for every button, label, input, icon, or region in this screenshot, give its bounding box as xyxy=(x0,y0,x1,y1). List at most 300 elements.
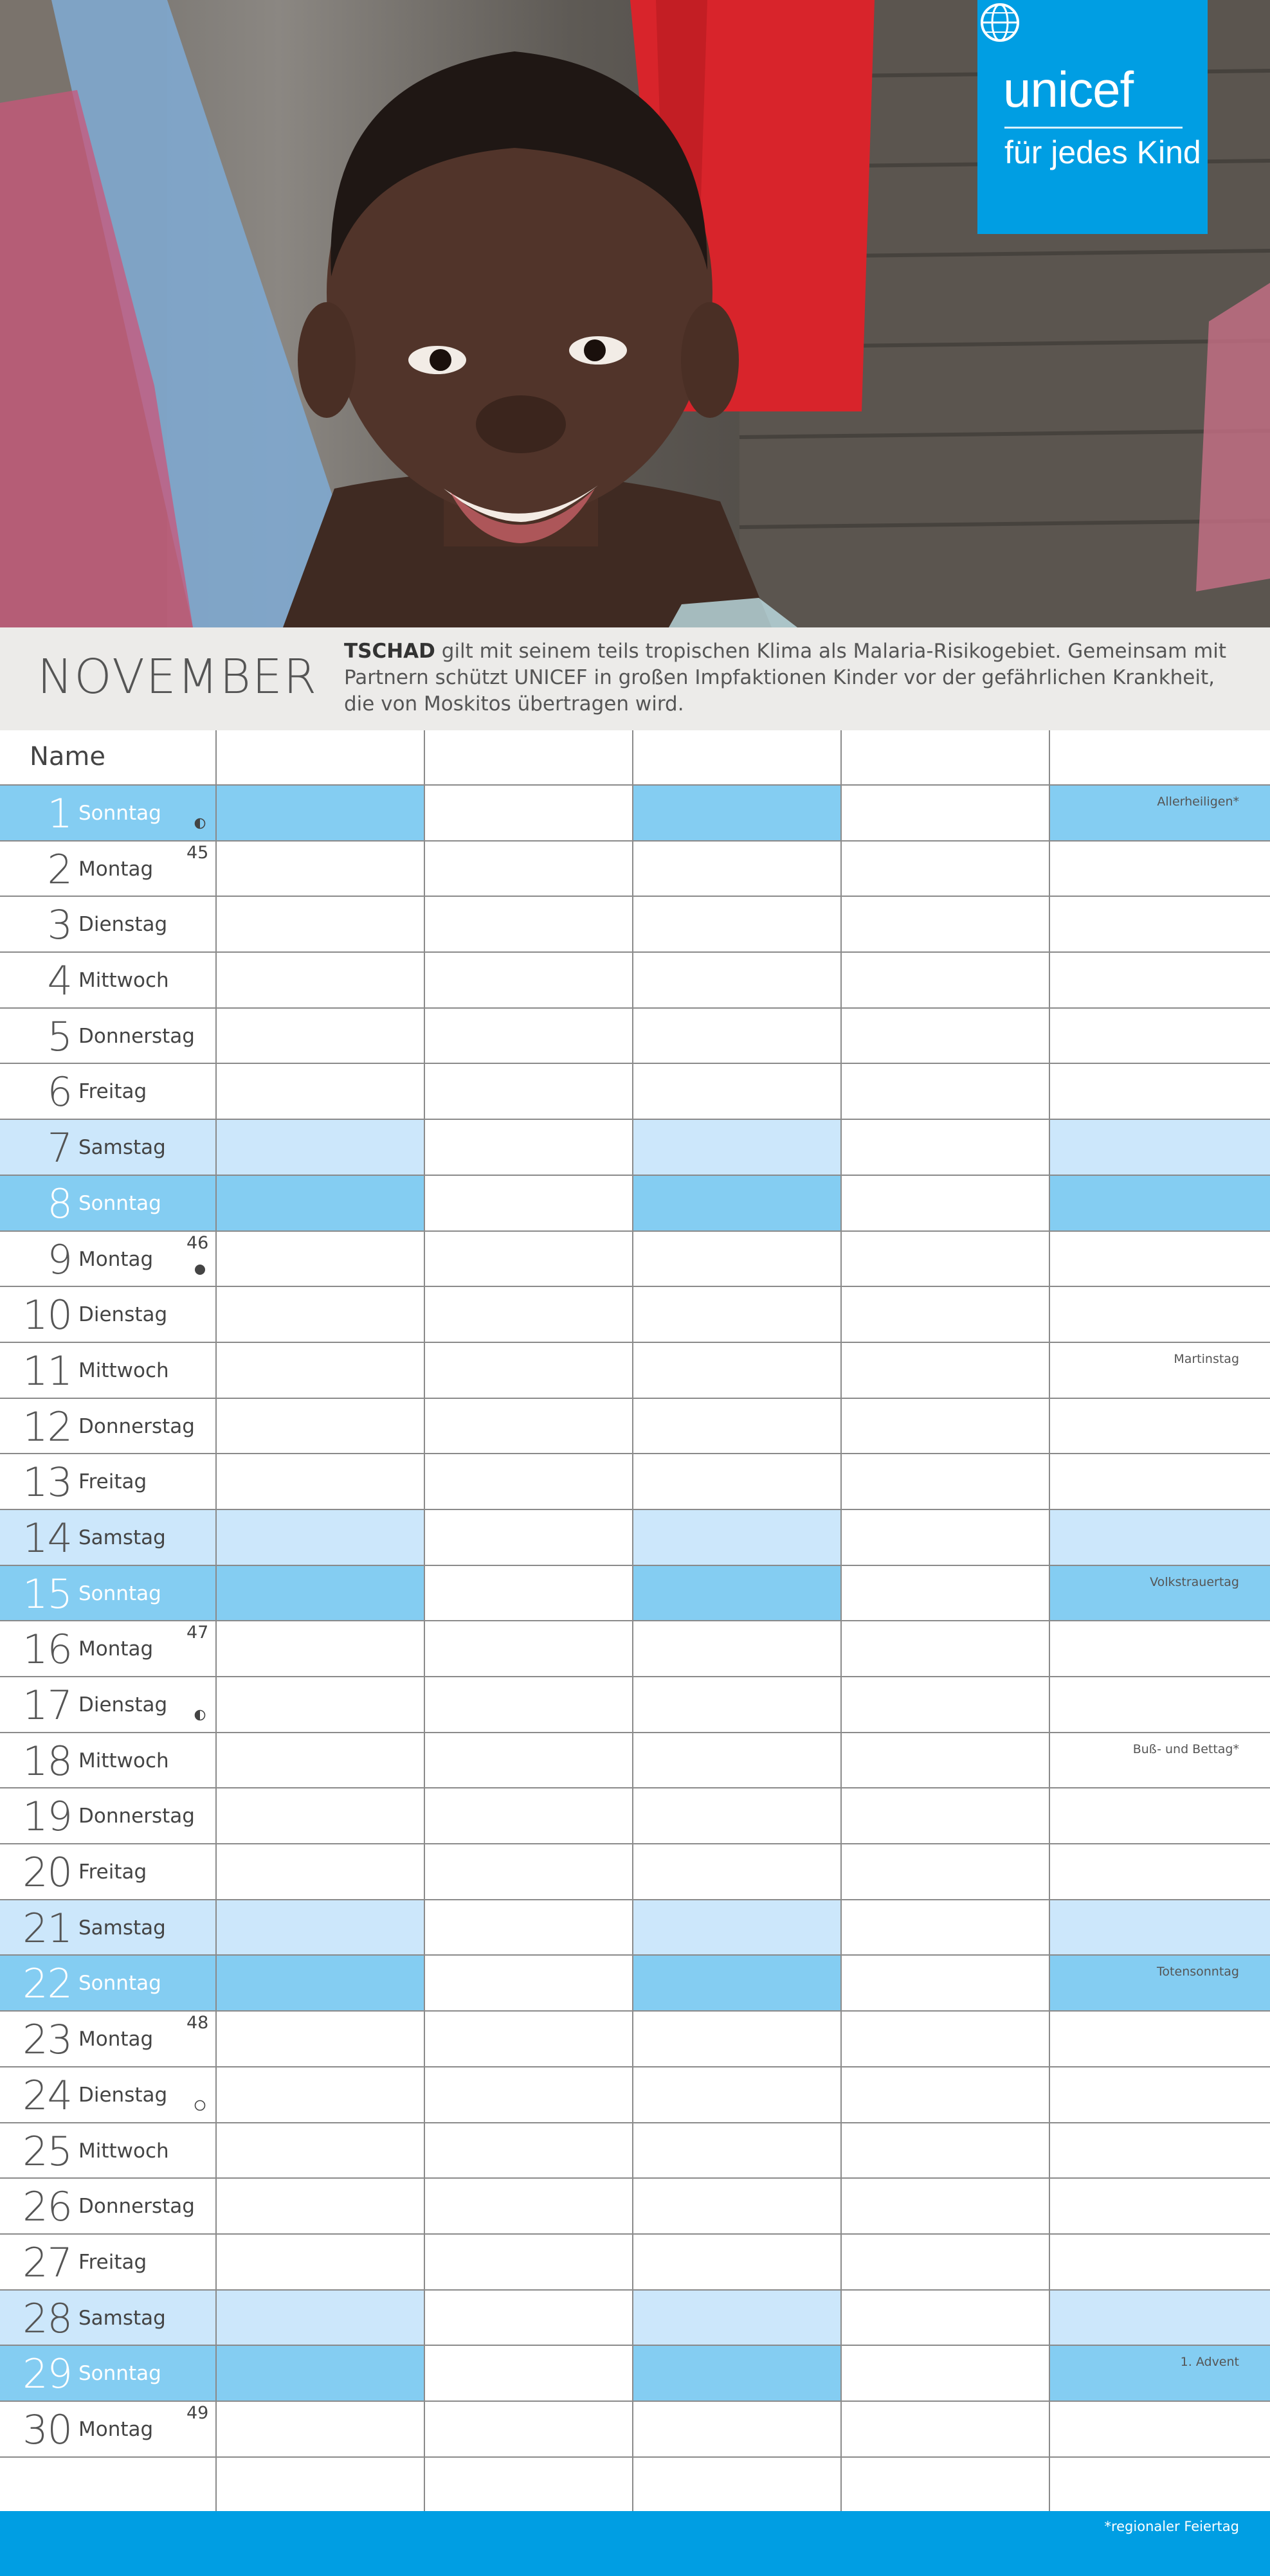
day-entry-cell[interactable] xyxy=(215,2402,424,2456)
day-label-cell xyxy=(0,1176,215,1230)
logo-divider xyxy=(1004,127,1183,129)
day-row xyxy=(0,1399,1270,1455)
name-entry-cell[interactable] xyxy=(840,730,1049,784)
day-number: 10 xyxy=(23,1292,72,1339)
day-entry-cell[interactable] xyxy=(840,1176,1049,1230)
weekday-name: Mittwoch xyxy=(78,2139,169,2163)
day-number: 5 xyxy=(47,1013,72,1060)
day-entry-cell[interactable] xyxy=(632,1788,840,1843)
day-number: 1 xyxy=(47,790,72,837)
day-entry-cell[interactable] xyxy=(632,2235,840,2289)
holiday-label: Volkstrauertag xyxy=(1150,1574,1239,1589)
day-label-cell xyxy=(0,1956,215,2010)
day-entry-cell[interactable] xyxy=(424,1844,632,1899)
day-entry-cell[interactable] xyxy=(1049,1677,1270,1732)
day-row xyxy=(0,1064,1270,1120)
day-entry-cell[interactable] xyxy=(840,2067,1049,2122)
day-entry-cells xyxy=(215,2346,1270,2400)
day-entry-cell[interactable] xyxy=(840,1844,1049,1899)
day-entry-cell[interactable] xyxy=(1049,786,1270,840)
day-entry-cell[interactable] xyxy=(215,1064,424,1119)
day-entry-cell[interactable] xyxy=(424,1454,632,1509)
day-number: 9 xyxy=(47,1236,72,1283)
day-entry-cell[interactable] xyxy=(840,1566,1049,1621)
day-entry-cell[interactable] xyxy=(1049,2123,1270,2178)
week-number: 49 xyxy=(186,2402,209,2423)
weekday-name: Dienstag xyxy=(78,1303,168,1327)
day-entry-cell[interactable] xyxy=(840,786,1049,840)
day-entry-cell[interactable] xyxy=(215,1844,424,1899)
day-row xyxy=(0,2123,1270,2179)
day-entry-cell[interactable] xyxy=(632,2402,840,2456)
day-label-cell xyxy=(0,1009,215,1063)
day-entry-cell[interactable] xyxy=(215,2179,424,2233)
day-label-cell xyxy=(0,1120,215,1175)
day-entry-cell[interactable] xyxy=(840,1120,1049,1175)
day-row xyxy=(0,1510,1270,1566)
day-entry-cells xyxy=(215,2402,1270,2456)
day-number: 25 xyxy=(23,2127,72,2175)
holiday-label: Allerheiligen* xyxy=(1157,795,1239,809)
day-entry-cell[interactable] xyxy=(215,897,424,951)
day-entry-cell[interactable] xyxy=(840,2235,1049,2289)
day-row xyxy=(0,1454,1270,1510)
moon-phase-new-icon xyxy=(194,1264,206,1275)
name-entry-cell[interactable] xyxy=(1049,730,1270,784)
unicef-tagline: für jedes Kind xyxy=(1004,134,1201,170)
day-number: 8 xyxy=(47,1180,72,1227)
day-label-cell xyxy=(0,1900,215,1955)
day-entry-cell[interactable] xyxy=(1049,1120,1270,1175)
day-row xyxy=(0,2067,1270,2123)
day-number: 22 xyxy=(23,1960,72,2008)
weekday-name: Dienstag xyxy=(78,913,168,937)
day-entry-cell[interactable] xyxy=(1049,1566,1270,1621)
day-entry-cell[interactable] xyxy=(424,2291,632,2345)
day-entry-cell[interactable] xyxy=(840,1009,1049,1063)
day-entry-cell[interactable] xyxy=(840,897,1049,951)
week-number: 46 xyxy=(186,1232,209,1253)
day-entry-cells xyxy=(215,897,1270,951)
day-entry-cell[interactable] xyxy=(840,1733,1049,1788)
day-entry-cell[interactable] xyxy=(840,2346,1049,2400)
day-entry-cell[interactable] xyxy=(215,1399,424,1454)
day-entry-cell[interactable] xyxy=(1049,2179,1270,2233)
day-entry-cell[interactable] xyxy=(215,1733,424,1788)
day-entry-cell[interactable] xyxy=(1049,1232,1270,1286)
day-entry-cell[interactable] xyxy=(632,1232,840,1286)
day-entry-cells xyxy=(215,1176,1270,1230)
day-entry-cell[interactable] xyxy=(632,1956,840,2010)
weekday-name: Montag xyxy=(78,857,154,881)
day-entry-cell[interactable] xyxy=(632,2123,840,2178)
day-number: 2 xyxy=(47,845,72,893)
day-entry-cells xyxy=(215,1009,1270,1063)
day-entry-cell[interactable] xyxy=(215,842,424,896)
weekday-name: Samstag xyxy=(78,1916,166,1940)
day-number: 3 xyxy=(47,901,72,949)
day-entry-cell[interactable] xyxy=(632,2458,840,2512)
day-entry-cell[interactable] xyxy=(1049,1900,1270,1955)
day-entry-cell[interactable] xyxy=(1049,1287,1270,1342)
day-entry-cell[interactable] xyxy=(840,2123,1049,2178)
day-entry-cells xyxy=(215,1510,1270,1565)
day-entry-cell[interactable] xyxy=(840,1287,1049,1342)
day-entry-cell[interactable] xyxy=(424,1510,632,1565)
day-label-cell xyxy=(0,1343,215,1398)
day-entry-cell[interactable] xyxy=(424,2346,632,2400)
day-label-cell xyxy=(0,2458,215,2512)
day-number: 4 xyxy=(47,957,72,1005)
day-entry-cells xyxy=(215,1788,1270,1843)
day-entry-cell[interactable] xyxy=(840,1232,1049,1286)
day-entry-cell[interactable] xyxy=(424,1009,632,1063)
day-entry-cell[interactable] xyxy=(424,1120,632,1175)
weekday-name: Mittwoch xyxy=(78,969,169,993)
unicef-wordmark: unicef xyxy=(1003,61,1134,118)
day-row xyxy=(0,2346,1270,2402)
day-entry-cell[interactable] xyxy=(632,2346,840,2400)
day-entry-cell[interactable] xyxy=(840,1510,1049,1565)
calendar-grid xyxy=(0,730,1270,2513)
weekday-name: Donnerstag xyxy=(78,1805,195,1828)
weekday-name: Sonntag xyxy=(78,1191,161,1215)
day-label-cell xyxy=(0,1733,215,1788)
day-entry-cell[interactable] xyxy=(840,953,1049,1007)
day-entry-cell[interactable] xyxy=(1049,1733,1270,1788)
footer-bar xyxy=(0,2511,1270,2576)
day-entry-cells xyxy=(215,1454,1270,1509)
holiday-label: Buß- und Bettag* xyxy=(1132,1742,1239,1756)
day-entry-cell[interactable] xyxy=(632,2179,840,2233)
day-entry-cell[interactable] xyxy=(424,1566,632,1621)
day-entry-cell[interactable] xyxy=(424,2458,632,2512)
day-entry-cell[interactable] xyxy=(840,2179,1049,2233)
day-entry-cells xyxy=(215,1343,1270,1398)
day-label-cell xyxy=(0,1510,215,1565)
day-entry-cell[interactable] xyxy=(840,1454,1049,1509)
day-row xyxy=(0,2458,1270,2514)
day-entry-cell[interactable] xyxy=(1049,2402,1270,2456)
day-entry-cell[interactable] xyxy=(424,1343,632,1398)
day-row xyxy=(0,2179,1270,2235)
day-entry-cell[interactable] xyxy=(424,2123,632,2178)
day-entry-cell[interactable] xyxy=(840,2458,1049,2512)
weekday-name: Freitag xyxy=(78,1080,147,1104)
day-row xyxy=(0,1844,1270,1900)
weekday-name: Mittwoch xyxy=(78,1358,169,1382)
name-entry-cell[interactable] xyxy=(632,730,840,784)
day-entry-cell[interactable] xyxy=(424,2179,632,2233)
day-entry-cell[interactable] xyxy=(215,1287,424,1342)
day-entry-cell[interactable] xyxy=(632,1009,840,1063)
day-entry-cell[interactable] xyxy=(1049,2067,1270,2122)
moon-phase-last-quarter-icon xyxy=(194,1709,206,1721)
day-number: 13 xyxy=(23,1459,72,1506)
day-entry-cell[interactable] xyxy=(215,1232,424,1286)
day-entry-cell[interactable] xyxy=(215,786,424,840)
day-entry-cell[interactable] xyxy=(424,2067,632,2122)
day-number: 24 xyxy=(23,2071,72,2119)
day-number: 18 xyxy=(23,1737,72,1785)
day-entry-cell[interactable] xyxy=(632,953,840,1007)
day-entry-cell[interactable] xyxy=(632,897,840,951)
day-entry-cell[interactable] xyxy=(840,2012,1049,2066)
day-entry-cell[interactable] xyxy=(215,1900,424,1955)
day-entry-cell[interactable] xyxy=(1049,2346,1270,2400)
week-number: 47 xyxy=(186,1623,209,1643)
day-entry-cell[interactable] xyxy=(215,1621,424,1676)
day-entry-cell[interactable] xyxy=(1049,1844,1270,1899)
day-row xyxy=(0,2235,1270,2291)
day-row xyxy=(0,1956,1270,2012)
day-entry-cells xyxy=(215,2458,1270,2512)
day-row xyxy=(0,1733,1270,1789)
day-entry-cell[interactable] xyxy=(424,897,632,951)
day-entry-cell[interactable] xyxy=(840,1788,1049,1843)
day-entry-cell[interactable] xyxy=(632,842,840,896)
day-entry-cells xyxy=(215,1844,1270,1899)
day-entry-cell[interactable] xyxy=(1049,2235,1270,2289)
day-entry-cell[interactable] xyxy=(632,1176,840,1230)
day-entry-cell[interactable] xyxy=(840,1956,1049,2010)
day-entry-cell[interactable] xyxy=(424,1399,632,1454)
day-entry-cells xyxy=(215,1621,1270,1676)
day-entry-cell[interactable] xyxy=(632,1454,840,1509)
day-entry-cell[interactable] xyxy=(215,1454,424,1509)
day-row xyxy=(0,1621,1270,1677)
day-entry-cell[interactable] xyxy=(215,2291,424,2345)
day-entry-cell[interactable] xyxy=(424,1956,632,2010)
day-entry-cell[interactable] xyxy=(632,1287,840,1342)
day-row xyxy=(0,2291,1270,2346)
day-number: 30 xyxy=(23,2406,72,2453)
day-number: 16 xyxy=(23,1626,72,1673)
day-entry-cell[interactable] xyxy=(1049,1009,1270,1063)
day-label-cell xyxy=(0,1232,215,1286)
day-number: 21 xyxy=(23,1904,72,1952)
day-entry-cell[interactable] xyxy=(215,953,424,1007)
day-entry-cell[interactable] xyxy=(215,2346,424,2400)
day-entry-cell[interactable] xyxy=(1049,1621,1270,1676)
day-label-cell xyxy=(0,953,215,1007)
day-row xyxy=(0,1287,1270,1343)
weekday-name: Freitag xyxy=(78,2250,147,2274)
day-label-cell xyxy=(0,2402,215,2456)
day-entry-cell[interactable] xyxy=(840,842,1049,896)
name-header-cell xyxy=(0,730,215,784)
day-entry-cell[interactable] xyxy=(1049,2291,1270,2345)
day-entry-cells xyxy=(215,1232,1270,1286)
day-number: 27 xyxy=(23,2238,72,2286)
day-entry-cells xyxy=(215,1399,1270,1454)
day-entry-cell[interactable] xyxy=(424,1788,632,1843)
day-entry-cells xyxy=(215,1733,1270,1788)
holiday-label: Martinstag xyxy=(1174,1351,1239,1366)
day-entry-cell[interactable] xyxy=(424,2402,632,2456)
day-entry-cell[interactable] xyxy=(840,1677,1049,1732)
day-entry-cell[interactable] xyxy=(1049,2458,1270,2512)
day-number: 15 xyxy=(23,1570,72,1617)
day-entry-cell[interactable] xyxy=(215,1343,424,1398)
country-name: TSCHAD xyxy=(344,640,435,663)
day-label-cell xyxy=(0,1064,215,1119)
holiday-label: 1. Advent xyxy=(1180,2355,1239,2370)
weekday-name: Dienstag xyxy=(78,1693,168,1716)
day-entry-cells xyxy=(215,1287,1270,1342)
day-entry-cell[interactable] xyxy=(632,1844,840,1899)
day-entry-cell[interactable] xyxy=(1049,1064,1270,1119)
day-entry-cell[interactable] xyxy=(215,1009,424,1063)
day-entry-cells xyxy=(215,953,1270,1007)
day-number: 28 xyxy=(23,2294,72,2342)
weekday-name: Sonntag xyxy=(78,1581,161,1605)
unicef-logo xyxy=(977,0,1208,234)
day-entry-cell[interactable] xyxy=(424,1287,632,1342)
day-entry-cell[interactable] xyxy=(424,1176,632,1230)
day-entry-cell[interactable] xyxy=(840,1900,1049,1955)
day-entry-cell[interactable] xyxy=(424,953,632,1007)
name-entry-cells xyxy=(215,730,1270,784)
day-entry-cell[interactable] xyxy=(424,1621,632,1676)
day-entry-cell[interactable] xyxy=(1049,1454,1270,1509)
moon-phase-full-icon xyxy=(194,2100,206,2111)
day-label-cell xyxy=(0,2067,215,2122)
weekday-name: Donnerstag xyxy=(78,1024,195,1048)
day-label-cell xyxy=(0,2346,215,2400)
day-entry-cell[interactable] xyxy=(215,2235,424,2289)
day-entry-cell[interactable] xyxy=(632,1677,840,1732)
day-entry-cells xyxy=(215,1064,1270,1119)
day-row xyxy=(0,1566,1270,1622)
day-entry-cell[interactable] xyxy=(424,786,632,840)
weekday-name: Sonntag xyxy=(78,2362,161,2386)
weekday-name: Donnerstag xyxy=(78,2195,195,2219)
day-entry-cells xyxy=(215,1900,1270,1955)
day-label-cell xyxy=(0,1844,215,1899)
day-row xyxy=(0,1788,1270,1844)
weekday-name: Dienstag xyxy=(78,2083,168,2107)
day-entry-cell[interactable] xyxy=(632,2012,840,2066)
day-entry-cell[interactable] xyxy=(424,1232,632,1286)
day-entry-cell[interactable] xyxy=(215,1120,424,1175)
day-entry-cell[interactable] xyxy=(215,1510,424,1565)
day-entry-cell[interactable] xyxy=(632,1120,840,1175)
day-entry-cell[interactable] xyxy=(1049,1176,1270,1230)
day-label-cell xyxy=(0,1399,215,1454)
day-entry-cell[interactable] xyxy=(1049,1399,1270,1454)
day-entry-cell[interactable] xyxy=(424,1900,632,1955)
day-entry-cell[interactable] xyxy=(215,2458,424,2512)
day-entry-cell[interactable] xyxy=(1049,1510,1270,1565)
name-entry-cell[interactable] xyxy=(215,730,424,784)
day-label-cell xyxy=(0,1566,215,1621)
day-entry-cell[interactable] xyxy=(840,1343,1049,1398)
day-entry-cell[interactable] xyxy=(215,1566,424,1621)
weekday-name: Sonntag xyxy=(78,1972,161,1995)
day-entry-cell[interactable] xyxy=(1049,2012,1270,2066)
day-entry-cells xyxy=(215,1956,1270,2010)
day-entry-cell[interactable] xyxy=(424,2012,632,2066)
holiday-label: Totensonntag xyxy=(1157,1965,1239,1979)
day-entry-cell[interactable] xyxy=(632,1343,840,1398)
day-entry-cell[interactable] xyxy=(215,2123,424,2178)
day-entry-cell[interactable] xyxy=(1049,1343,1270,1398)
day-entry-cell[interactable] xyxy=(632,1733,840,1788)
day-number: 12 xyxy=(23,1403,72,1450)
day-entry-cell[interactable] xyxy=(840,1621,1049,1676)
day-entry-cell[interactable] xyxy=(632,2067,840,2122)
weekday-name: Montag xyxy=(78,2028,154,2051)
day-label-cell xyxy=(0,2291,215,2345)
day-entry-cell[interactable] xyxy=(632,786,840,840)
day-entry-cell[interactable] xyxy=(1049,1956,1270,2010)
day-entry-cell[interactable] xyxy=(632,1900,840,1955)
day-entry-cell[interactable] xyxy=(840,2291,1049,2345)
day-entry-cell[interactable] xyxy=(632,1621,840,1676)
day-entry-cell[interactable] xyxy=(840,2402,1049,2456)
day-number: 20 xyxy=(23,1849,72,1896)
day-number: 23 xyxy=(23,2016,72,2064)
day-number: 19 xyxy=(23,1793,72,1841)
weekday-name: Samstag xyxy=(78,1526,166,1549)
day-entry-cell[interactable] xyxy=(1049,953,1270,1007)
day-number: 11 xyxy=(23,1347,72,1394)
day-entry-cell[interactable] xyxy=(215,2067,424,2122)
day-entry-cell[interactable] xyxy=(840,1064,1049,1119)
day-entry-cell[interactable] xyxy=(632,1399,840,1454)
day-entry-cell[interactable] xyxy=(1049,1788,1270,1843)
name-row xyxy=(0,730,1270,786)
day-entry-cell[interactable] xyxy=(840,1399,1049,1454)
day-entry-cell[interactable] xyxy=(424,1733,632,1788)
day-entry-cell[interactable] xyxy=(215,1677,424,1732)
day-entry-cell[interactable] xyxy=(424,1064,632,1119)
day-entry-cell[interactable] xyxy=(215,1176,424,1230)
name-entry-cell[interactable] xyxy=(424,730,632,784)
day-number: 6 xyxy=(47,1068,72,1116)
day-entry-cell[interactable] xyxy=(424,842,632,896)
day-entry-cell[interactable] xyxy=(1049,842,1270,896)
day-label-cell xyxy=(0,897,215,951)
day-entry-cell[interactable] xyxy=(632,1064,840,1119)
weekday-name: Montag xyxy=(78,1247,154,1271)
weekday-name: Freitag xyxy=(78,1470,147,1494)
day-entry-cells xyxy=(215,1120,1270,1175)
day-entry-cell[interactable] xyxy=(215,2012,424,2066)
cover-photo xyxy=(0,0,1270,627)
day-entry-cell[interactable] xyxy=(632,2291,840,2345)
day-entry-cell[interactable] xyxy=(215,1956,424,2010)
day-entry-cell[interactable] xyxy=(215,1788,424,1843)
day-entry-cell[interactable] xyxy=(632,1566,840,1621)
day-number: 29 xyxy=(23,2350,72,2398)
day-row xyxy=(0,1343,1270,1399)
day-row xyxy=(0,1009,1270,1065)
day-entry-cell[interactable] xyxy=(424,2235,632,2289)
day-label-cell xyxy=(0,842,215,896)
weekday-name: Mittwoch xyxy=(78,1749,169,1772)
day-entry-cell[interactable] xyxy=(632,1510,840,1565)
day-row xyxy=(0,897,1270,953)
day-label-cell xyxy=(0,2235,215,2289)
day-entry-cell[interactable] xyxy=(1049,897,1270,951)
week-number: 45 xyxy=(186,842,209,863)
day-row xyxy=(0,1120,1270,1176)
day-row xyxy=(0,2402,1270,2458)
weekday-name: Montag xyxy=(78,1637,154,1661)
day-entry-cell[interactable] xyxy=(424,1677,632,1732)
